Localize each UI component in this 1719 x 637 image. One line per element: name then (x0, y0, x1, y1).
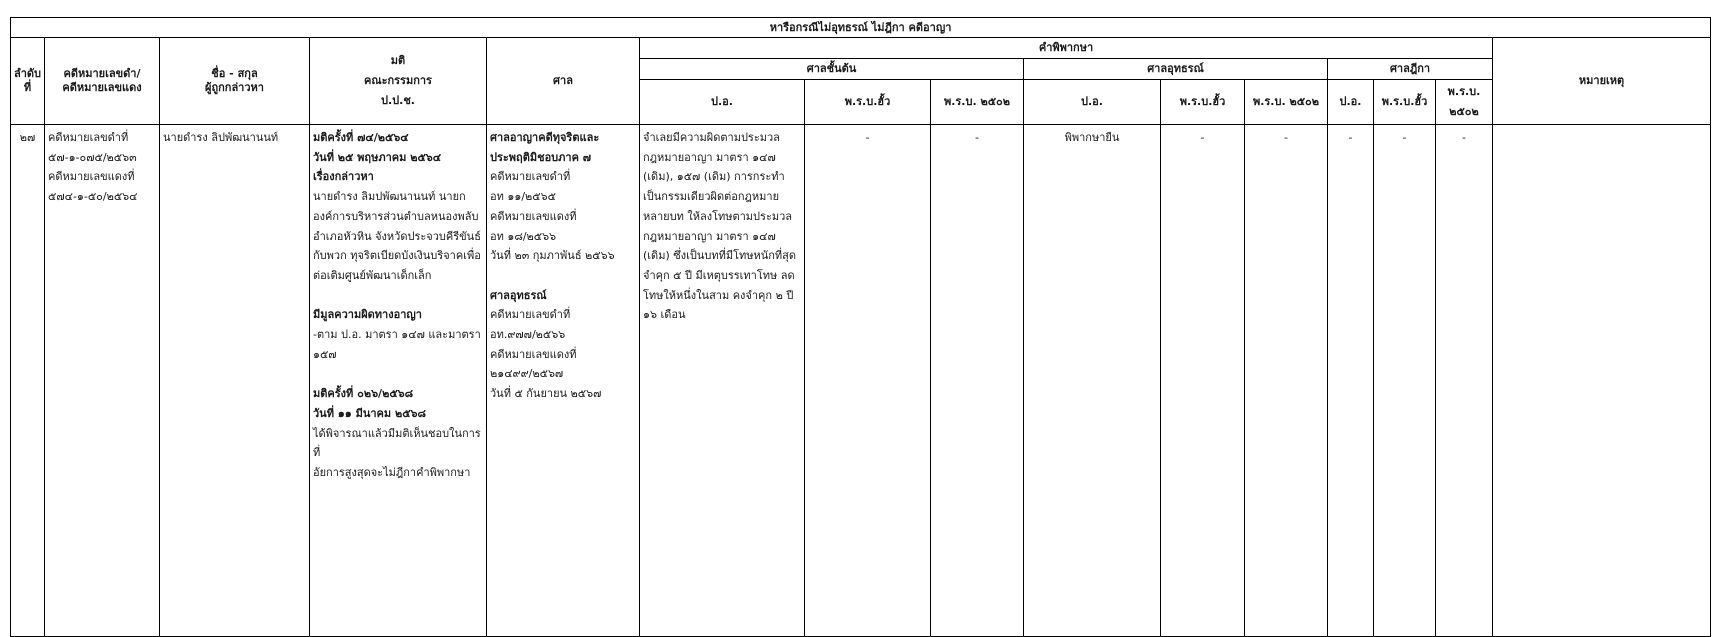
header-appeal: ศาลอุทธรณ์ (1024, 59, 1328, 80)
row-remark (1493, 125, 1711, 637)
header-first-act-2502: พ.ร.บ. ๒๕๐๒ (931, 80, 1024, 125)
header-name: ชื่อ - สกุล ผู้ถูกกล่าวหา (160, 38, 310, 125)
row-first-instance-act-2502: - (931, 125, 1024, 637)
header-supreme-act-old: พ.ร.บ.ฮั้ว (1374, 80, 1436, 125)
header-seq: ลำดับที่ (11, 38, 45, 125)
row-first-instance-po: จำเลยมีความผิดตามประมวล กฎหมายอาญา มาตรา ๑๔๗ (เดิม), ๑๕๗ (เดิม) การกระทำ เป็นกรรมเดียวผิดต่อกฎหมาย หลายบท ให้ลงโทษตามประมวล กฎหมายอาญา มาตรา ๑๔๗ (เดิม) ซึ่งเป็นบทที่มีโทษหนักที่สุด จำคุก ๕ ปี มีเหตุบรรเทาโทษ ลด โทษให้หนึ่งในสาม คงจำคุก ๒ ปี ๑๖ เดือน (640, 125, 805, 637)
header-appeal-act-old: พ.ร.บ.ฮั้ว (1161, 80, 1245, 125)
header-first-po: ป.อ. (640, 80, 805, 125)
row-supreme-act-old: - (1374, 125, 1436, 637)
case-table (10, 17, 1711, 637)
row-accused-name: นายดำรง ลิปพัฒนานนท์ (160, 125, 310, 637)
row-supreme-po: - (1328, 125, 1374, 637)
header-remark: หมายเหตุ (1493, 38, 1711, 125)
row-seq: ๒๗ (11, 125, 45, 637)
row-appeal-po: พิพากษายืน (1024, 125, 1161, 637)
row-appeal-act-2502: - (1245, 125, 1328, 637)
header-case-number: คดีหมายเลขดำ/ คดีหมายเลขแดง (45, 38, 160, 125)
header-supreme-po: ป.อ. (1328, 80, 1374, 125)
row-case-number: คดีหมายเลขดำที่ ๕๗-๑-๐๗๕/๒๕๖๓ คดีหมายเลขแดงที่ ๕๗๔-๑-๕๐/๒๕๖๔ (45, 125, 160, 637)
header-supreme-act-2502: พ.ร.บ. ๒๕๐๒ (1436, 80, 1493, 125)
table-banner: หารือกรณีไม่อุทธรณ์ ไม่ฎีกา คดีอาญา (11, 18, 1711, 38)
row-appeal-act-old: - (1161, 125, 1245, 637)
header-judgment: คำพิพากษา (640, 38, 1493, 59)
header-appeal-po: ป.อ. (1024, 80, 1161, 125)
header-first-instance: ศาลชั้นต้น (640, 59, 1024, 80)
header-appeal-act-2502: พ.ร.บ. ๒๕๐๒ (1245, 80, 1328, 125)
header-first-act-old: พ.ร.บ.ฮั้ว (805, 80, 931, 125)
header-resolution: มติ คณะกรรมการ ป.ป.ช. (310, 38, 487, 125)
row-first-instance-act-old: - (805, 125, 931, 637)
header-supreme: ศาลฎีกา (1328, 59, 1493, 80)
row-supreme-act-2502: - (1436, 125, 1493, 637)
row-court: ศาลอาญาคดีทุจริตและ ประพฤติมิชอบภาค ๗ คดีหมายเลขดำที่ อท ๑๑/๒๕๖๕ คดีหมายเลขแดงที่ อท ๑๘/๒๕๖๖ วันที่ ๒๓ กุมภาพันธ์ ๒๕๖๖ ศาลอุทธรณ์ คดีหมายเลขดำที่ อท.๙๗๗/๒๕๖๖ คดีหมายเลขแดงที่ ๒๑๔๙๙/๒๕๖๗ วันที่ ๕ กันยายน ๒๕๖๗ (487, 125, 640, 637)
table-row (11, 125, 1711, 637)
header-court: ศาล (487, 38, 640, 125)
row-resolution: มติครั้งที่ ๗๔/๒๕๖๔ วันที่ ๒๕ พฤษภาคม ๒๕๖๔ เรื่องกล่าวหา นายดำรง ลิมปพัฒนานนท์ นายก องค์การบริหารส่วนตำบลหนองพลับ อำเภอหัวหิน จังหวัดประจวบคีรีขันธ์ กับพวก ทุจริตเบียดบังเงินบริจาคเพื่อ ต่อเติมศูนย์พัฒนาเด็กเล็ก มีมูลความผิดทางอาญา -ตาม ป.อ. มาตรา ๑๔๗ และมาตรา ๑๕๗ มติครั้งที่ ๐๒๖/๒๕๖๘ วันที่ ๑๑ มีนาคม ๒๕๖๘ ได้พิจารณาแล้วมีมติเห็นชอบในการที่ อัยการสูงสุดจะไม่ฎีกาคำพิพากษา (310, 125, 487, 637)
